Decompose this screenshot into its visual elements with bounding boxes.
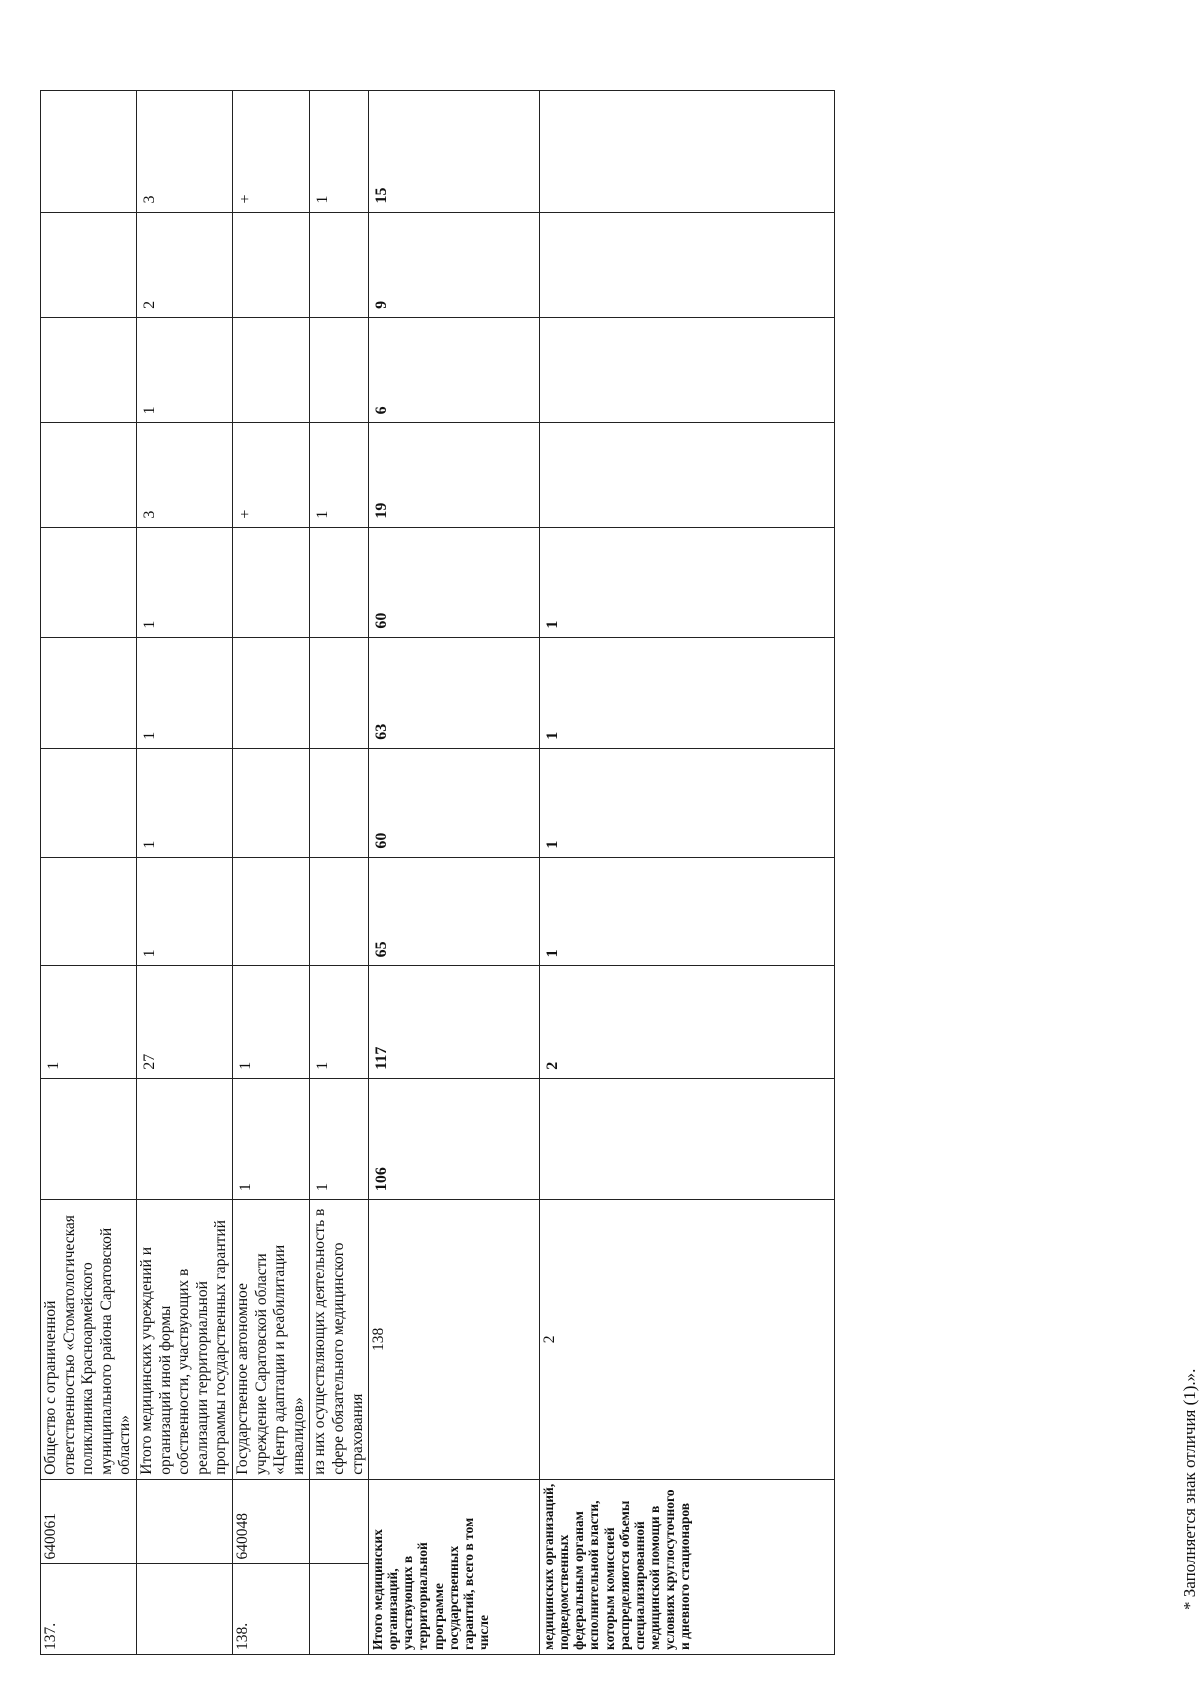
rotated-page: [40, 90, 1199, 1655]
value-cell: [232, 527, 309, 637]
value-cell: [310, 748, 369, 857]
value-cell: 1: [310, 966, 369, 1078]
row-number: 138.: [232, 1564, 309, 1655]
table-row: [41, 91, 137, 1655]
federal-value: 2: [540, 1200, 835, 1480]
value-cell: 1: [232, 966, 309, 1078]
value-cell: 1: [540, 637, 835, 748]
total-row: [369, 91, 540, 1655]
value-cell: [41, 748, 137, 857]
value-cell: 1: [540, 857, 835, 966]
value-cell: 117: [369, 966, 540, 1078]
org-code: 640061: [41, 1479, 137, 1564]
value-cell: 1: [136, 317, 232, 422]
value-cell: [232, 317, 309, 422]
value-cell: 65: [369, 857, 540, 966]
value-cell: [540, 423, 835, 527]
value-cell: [41, 637, 137, 748]
org-code: [136, 1479, 232, 1564]
value-cell: 60: [369, 748, 540, 857]
value-cell: [41, 423, 137, 527]
value-cell: 60: [369, 527, 540, 637]
row-number: [136, 1564, 232, 1655]
org-name: Государственное автономное учреждение Саратовской области «Центр адаптации и реабилитации инвалидов»: [232, 1200, 309, 1480]
value-cell: [540, 317, 835, 422]
total-label: Итого медицинских организаций, участвующих в территориальной программе государственных гарантий, всего в том числе: [369, 1479, 540, 1654]
value-cell: [232, 212, 309, 317]
value-cell: 1: [232, 1078, 309, 1199]
value-cell: 1: [136, 637, 232, 748]
value-cell: [540, 1078, 835, 1199]
value-cell: 1: [136, 748, 232, 857]
value-cell: [41, 1078, 137, 1199]
value-cell: 1: [41, 966, 137, 1078]
value-cell: [41, 91, 137, 213]
value-cell: 9: [369, 212, 540, 317]
footnote: * Заполняется знак отличия (1).».: [1180, 1368, 1199, 1610]
value-cell: [41, 212, 137, 317]
total-value: 138: [369, 1200, 540, 1480]
org-name: из них осуществляющих деятельность в сфере обязательного медицинского страхования: [310, 1200, 369, 1480]
value-cell: +: [232, 91, 309, 213]
value-cell: [310, 637, 369, 748]
value-cell: 1: [310, 423, 369, 527]
value-cell: [540, 91, 835, 213]
federal-row: [540, 91, 835, 1655]
medical-organizations-table: [40, 90, 835, 1655]
value-cell: 106: [369, 1078, 540, 1199]
value-cell: +: [232, 423, 309, 527]
value-cell: [310, 212, 369, 317]
value-cell: [310, 857, 369, 966]
value-cell: [232, 857, 309, 966]
value-cell: [41, 527, 137, 637]
value-cell: 1: [136, 527, 232, 637]
value-cell: 27: [136, 966, 232, 1078]
value-cell: 1: [136, 857, 232, 966]
value-cell: [232, 637, 309, 748]
value-cell: 1: [310, 1078, 369, 1199]
org-name: Итого медицинских учреждений и организаций иной формы собственности, участвующих в реализации территориальной программы государственных гарантий: [136, 1200, 232, 1480]
value-cell: [41, 317, 137, 422]
federal-label: медицинских организаций, подведомственных федеральным органам исполнительной власти, которым комиссией распределяются объемы специализированной медицинской помощи в условиях круглосуточного и дневного стационаров: [540, 1479, 835, 1654]
value-cell: 2: [136, 212, 232, 317]
value-cell: 63: [369, 637, 540, 748]
value-cell: [232, 748, 309, 857]
value-cell: [310, 317, 369, 422]
value-cell: 1: [540, 748, 835, 857]
value-cell: 1: [540, 527, 835, 637]
value-cell: 1: [310, 91, 369, 213]
org-code: [310, 1479, 369, 1564]
row-number: 137.: [41, 1564, 137, 1655]
value-cell: [136, 1078, 232, 1199]
value-cell: 3: [136, 91, 232, 213]
org-code: 640048: [232, 1479, 309, 1564]
table-row: [136, 91, 232, 1655]
value-cell: 19: [369, 423, 540, 527]
table-row: [232, 91, 309, 1655]
value-cell: [540, 212, 835, 317]
value-cell: 6: [369, 317, 540, 422]
value-cell: [310, 527, 369, 637]
row-number: [310, 1564, 369, 1655]
table-row: [310, 91, 369, 1655]
value-cell: 3: [136, 423, 232, 527]
value-cell: 15: [369, 91, 540, 213]
org-name: Общество с ограниченной ответственностью «Стоматологическая поликлиника Красноармейского муниципального района Саратовской области»: [41, 1200, 137, 1480]
value-cell: [41, 857, 137, 966]
value-cell: 2: [540, 966, 835, 1078]
